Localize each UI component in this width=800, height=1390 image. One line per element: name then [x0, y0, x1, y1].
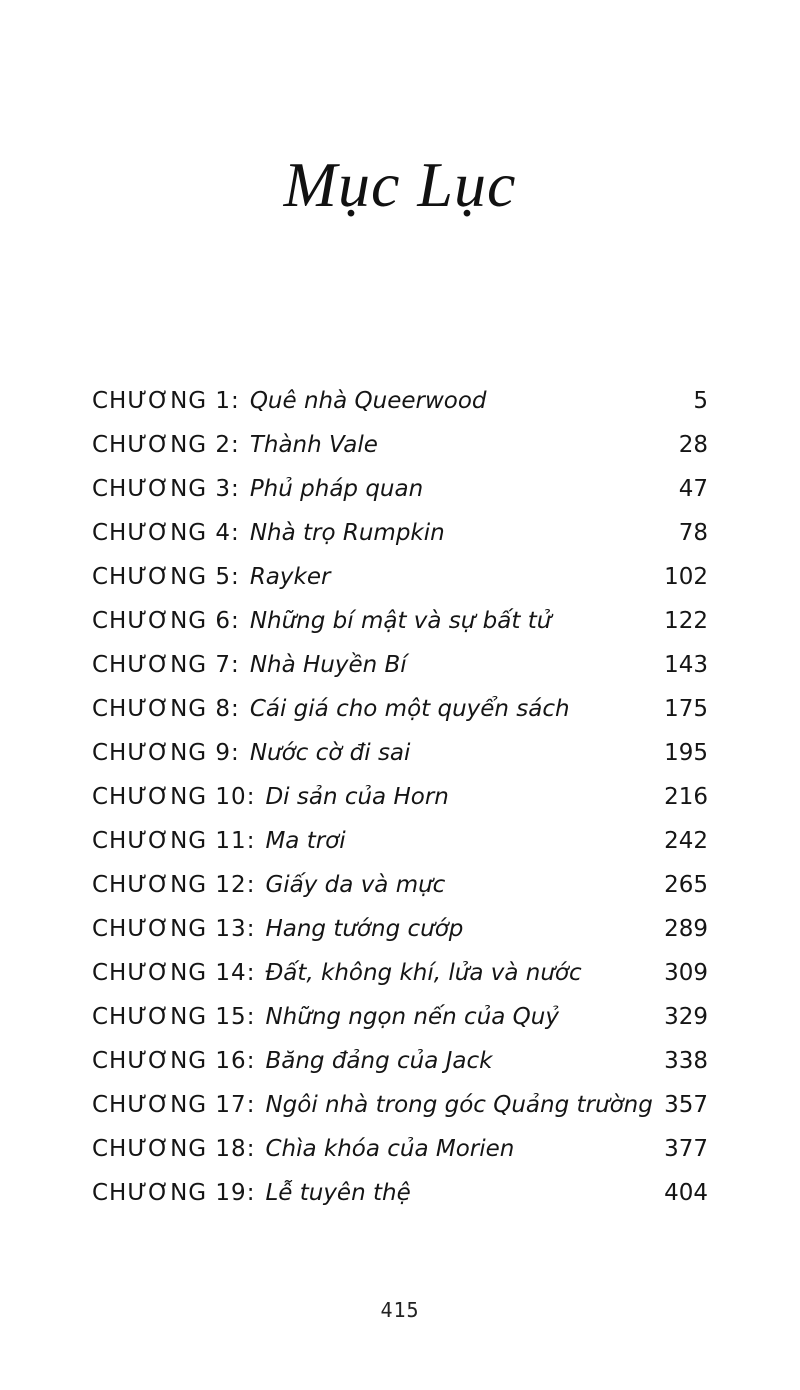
- toc-row: [92, 1004, 708, 1048]
- toc-chapter-title: Hang tướng cướp: [265, 916, 464, 942]
- toc-chapter-title: Ma trơi: [265, 828, 346, 854]
- toc-chapter-label: CHƯƠNG 13:: [92, 916, 256, 942]
- toc-row: [92, 608, 708, 652]
- toc-page-number: 175: [664, 696, 708, 722]
- toc-row: [92, 1180, 708, 1224]
- toc-chapter-label: CHƯƠNG 15:: [92, 1004, 256, 1030]
- toc-page-number: 78: [678, 520, 708, 546]
- toc-page-number: 28: [678, 432, 708, 458]
- toc-chapter-label: CHƯƠNG 8:: [92, 696, 240, 722]
- toc-chapter-label: CHƯƠNG 1:: [92, 388, 240, 414]
- toc-page-number: 357: [664, 1092, 708, 1118]
- toc-page-number: 195: [664, 740, 708, 766]
- toc-chapter-title: Lễ tuyên thệ: [265, 1180, 411, 1206]
- toc-page-number: 329: [664, 1004, 708, 1030]
- toc-chapter-label: CHƯƠNG 19:: [92, 1180, 256, 1206]
- toc-row: [92, 564, 708, 608]
- toc-row: [92, 828, 708, 872]
- toc-chapter-label: CHƯƠNG 10:: [92, 784, 256, 810]
- toc-chapter-label: CHƯƠNG 7:: [92, 652, 240, 678]
- toc-chapter-label: CHƯƠNG 17:: [92, 1092, 256, 1118]
- toc-row: [92, 432, 708, 476]
- toc-chapter-label: CHƯƠNG 12:: [92, 872, 256, 898]
- toc-chapter-title: Chìa khóa của Morien: [265, 1136, 515, 1162]
- toc-chapter-label: CHƯƠNG 9:: [92, 740, 240, 766]
- toc-chapter-title: Cái giá cho một quyển sách: [249, 696, 570, 722]
- toc-chapter-label: CHƯƠNG 3:: [92, 476, 240, 502]
- toc-page-number: 216: [664, 784, 708, 810]
- toc-page-number: 265: [664, 872, 708, 898]
- toc-page-number: 242: [664, 828, 708, 854]
- toc-chapter-title: Đất, không khí, lửa và nước: [265, 960, 582, 986]
- toc-page-number: 338: [664, 1048, 708, 1074]
- toc-chapter-label: CHƯƠNG 2:: [92, 432, 240, 458]
- toc-chapter-title: Ngôi nhà trong góc Quảng trường: [265, 1092, 653, 1118]
- toc-row: [92, 872, 708, 916]
- page-number: 415: [380, 1298, 420, 1322]
- toc-chapter-title: Di sản của Horn: [265, 784, 449, 810]
- toc-chapter-title: Băng đảng của Jack: [265, 1048, 493, 1074]
- page-title: Mục Lục: [283, 149, 517, 220]
- toc-chapter-title: Nhà Huyền Bí: [249, 652, 407, 678]
- toc-row: [92, 1048, 708, 1092]
- toc-page-number: 102: [664, 564, 708, 590]
- toc-chapter-title: Nước cờ đi sai: [249, 740, 411, 766]
- toc-row: [92, 652, 708, 696]
- toc-page-number: 47: [678, 476, 708, 502]
- toc-row: [92, 1136, 708, 1180]
- toc-chapter-title: Những ngọn nến của Quỷ: [265, 1004, 559, 1030]
- table-of-contents: [92, 388, 708, 1224]
- toc-chapter-title: Phủ pháp quan: [249, 476, 424, 502]
- toc-page-number: 5: [693, 388, 708, 414]
- toc-chapter-title: Rayker: [249, 564, 331, 590]
- toc-row: [92, 916, 708, 960]
- toc-chapter-title: Nhà trọ Rumpkin: [249, 520, 445, 546]
- toc-page-number: 309: [664, 960, 708, 986]
- toc-row: [92, 388, 708, 432]
- toc-row: [92, 476, 708, 520]
- toc-page-number: 289: [664, 916, 708, 942]
- toc-row: [92, 740, 708, 784]
- toc-chapter-label: CHƯƠNG 5:: [92, 564, 240, 590]
- toc-row: [92, 1092, 708, 1136]
- toc-page-number: 122: [664, 608, 708, 634]
- toc-page-number: 377: [664, 1136, 708, 1162]
- toc-row: [92, 520, 708, 564]
- toc-chapter-label: CHƯƠNG 4:: [92, 520, 240, 546]
- toc-chapter-label: CHƯƠNG 6:: [92, 608, 240, 634]
- toc-chapter-label: CHƯƠNG 16:: [92, 1048, 256, 1074]
- toc-row: [92, 960, 708, 1004]
- toc-chapter-title: Giấy da và mực: [265, 872, 446, 898]
- toc-chapter-label: CHƯƠNG 18:: [92, 1136, 256, 1162]
- toc-row: [92, 696, 708, 740]
- toc-row: [92, 784, 708, 828]
- toc-chapter-title: Thành Vale: [249, 432, 378, 458]
- toc-page-number: 143: [664, 652, 708, 678]
- toc-chapter-label: CHƯƠNG 11:: [92, 828, 256, 854]
- toc-chapter-title: Quê nhà Queerwood: [249, 388, 487, 414]
- toc-chapter-label: CHƯƠNG 14:: [92, 960, 256, 986]
- toc-page-number: 404: [664, 1180, 708, 1206]
- toc-chapter-title: Những bí mật và sự bất tử: [249, 608, 552, 634]
